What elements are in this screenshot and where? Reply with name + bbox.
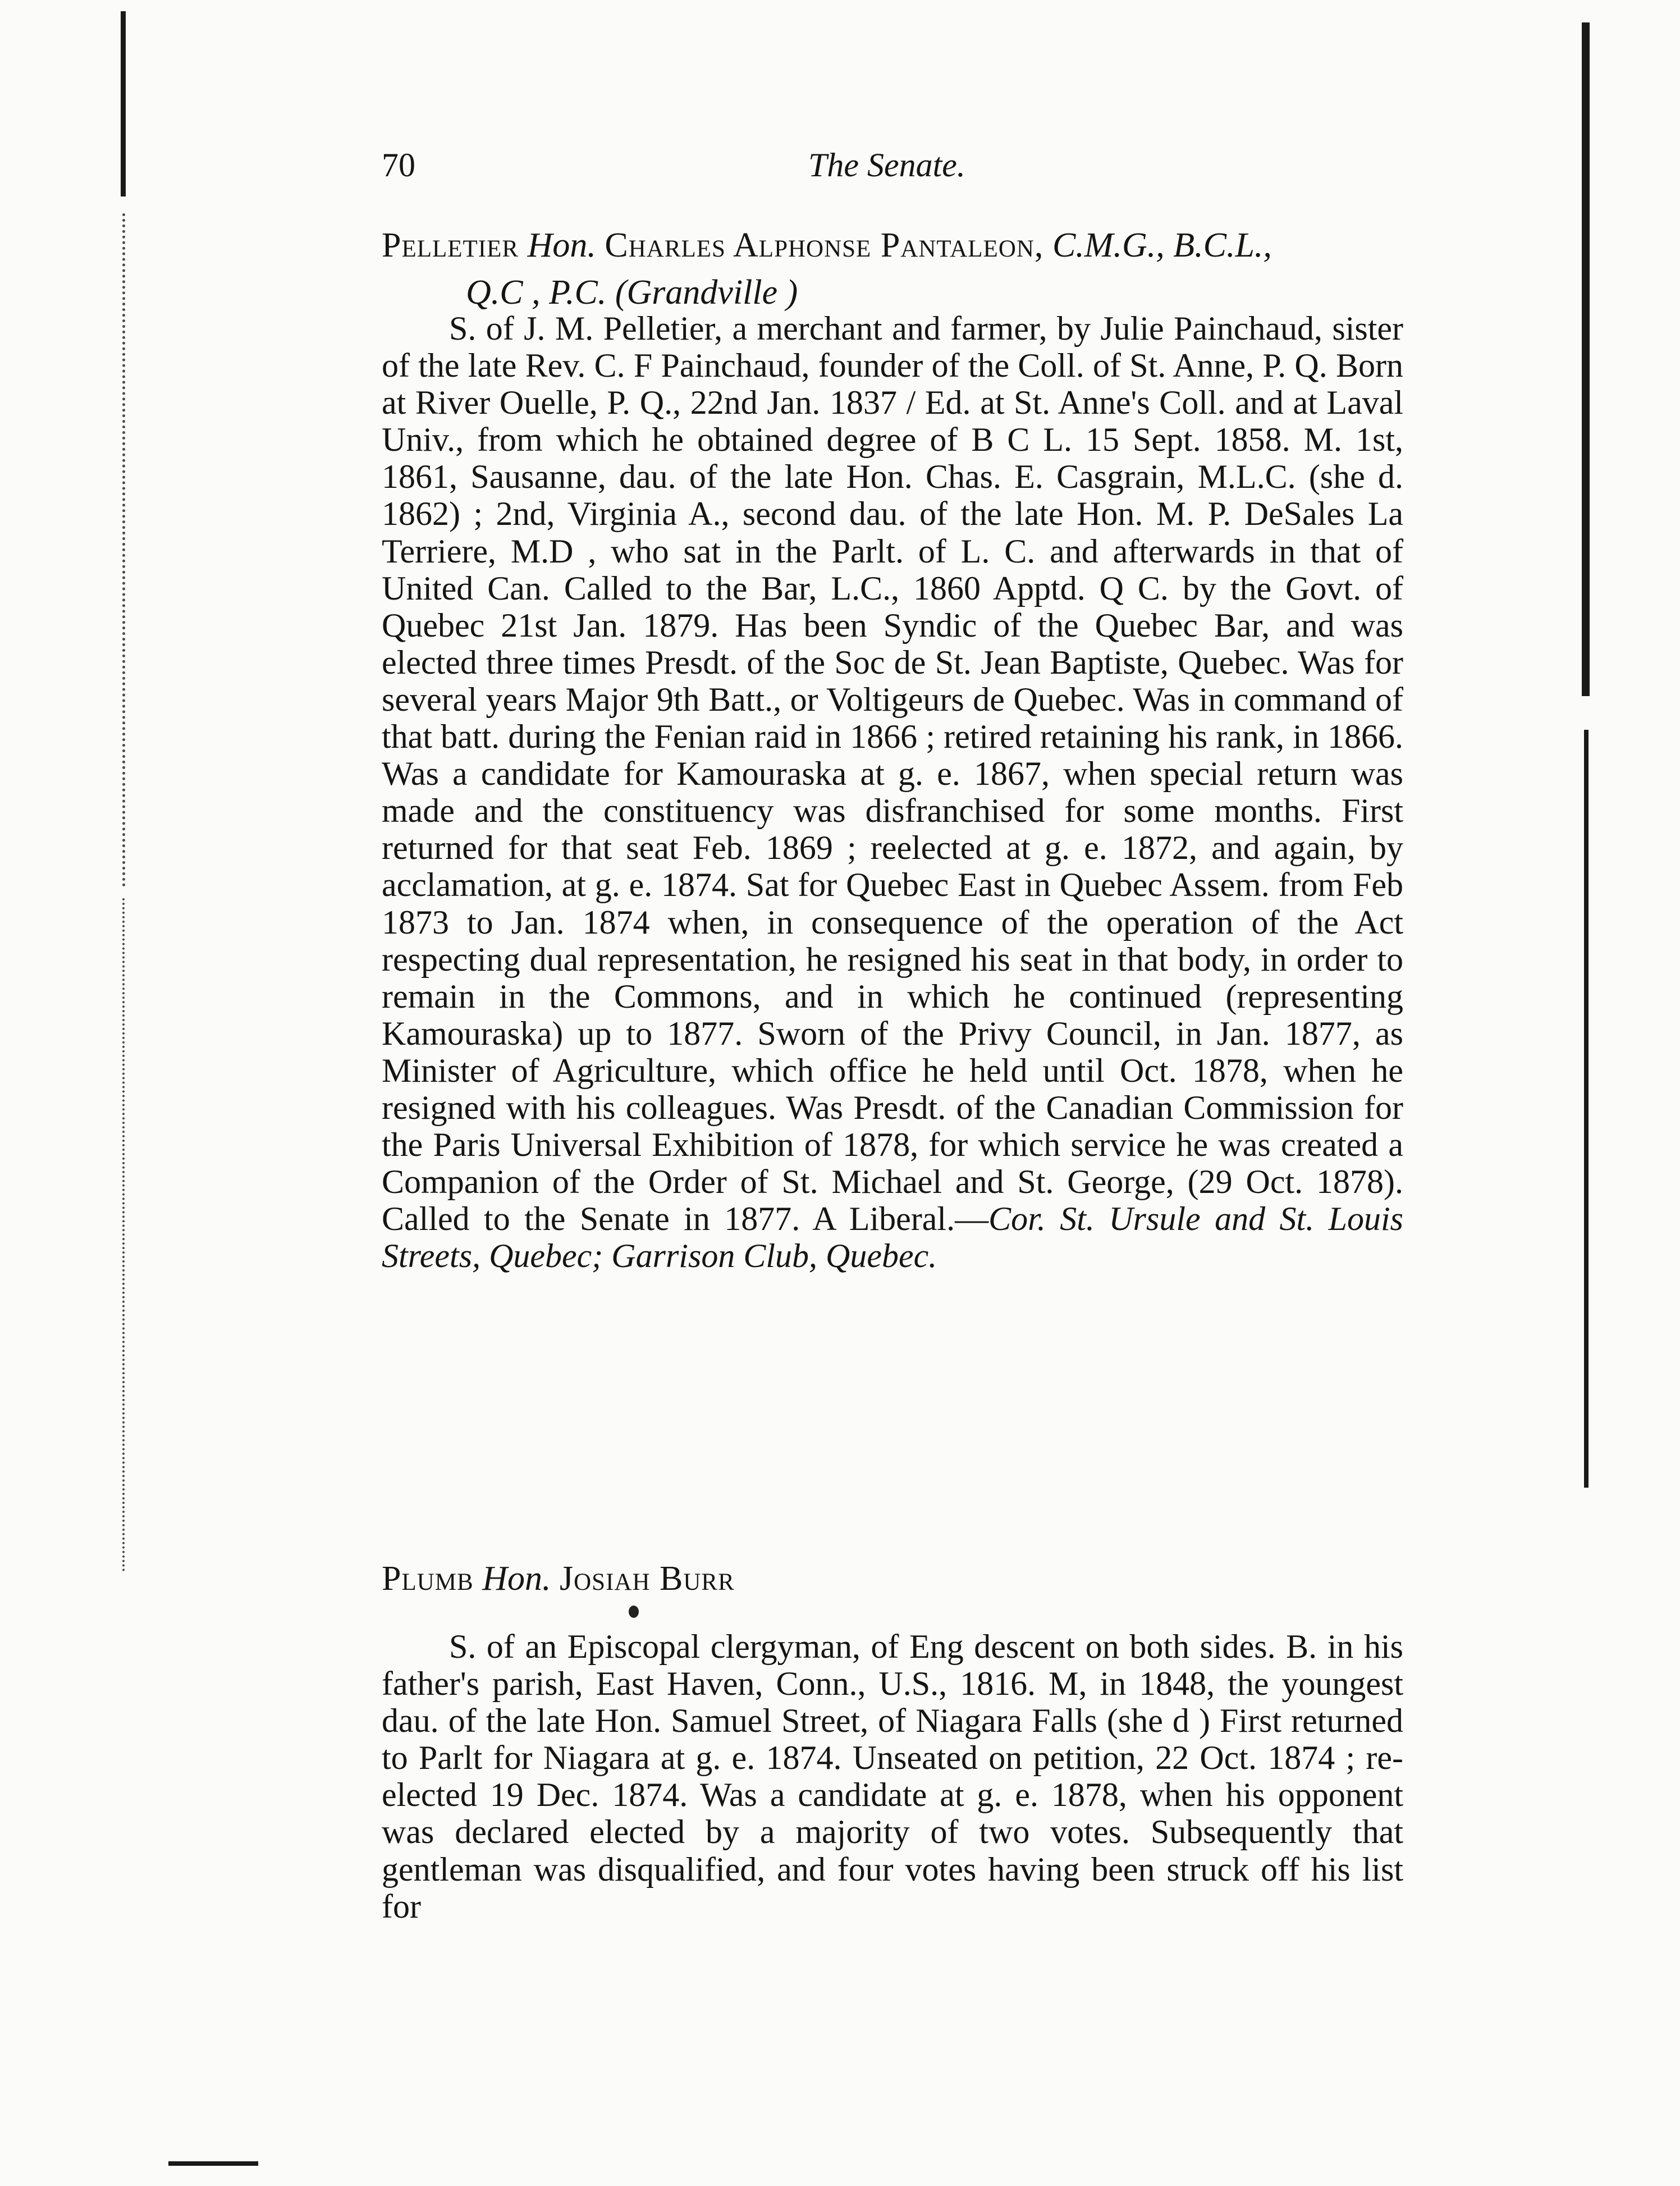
entry-division: (Grandville )	[615, 273, 798, 312]
entry-title: Hon.	[527, 226, 596, 264]
page-number: 70	[382, 147, 415, 184]
entry-body-text: S. of an Episcopal clergyman, of Eng descent on both sides. B. in his father's parish, East Haven, Conn., U.S., 1816. M, in 1848, the youngest dau. of the late Hon. Samuel Street, of Niagara Falls (she d ) First returned to Parlt for Niagara at g. e. 1874. Unseated on petition, 22 Oct. 1874 ; re-elected 19 Dec. 1874. Was a candidate at g. e. 1878, when his opponent was declared elected by a majority of two votes. Subsequently that gentleman was disqualified, and four votes having been struck off his list for	[382, 1628, 1403, 1925]
entry-heading-plumb	[382, 1555, 1403, 1602]
entry-body-text: S. of J. M. Pelletier, a merchant and farmer, by Julie Painchaud, sister of the late Rev. C. F Painchaud, founder of the Coll. of St. Anne, P. Q. Born at River Ouelle, P. Q., 22nd Jan. 1837 / Ed. at St. Anne's Coll. and at Laval Univ., from which he obtained degree of B C L. 15 Sept. 1858. M. 1st, 1861, Sausanne, dau. of the late Hon. Chas. E. Casgrain, M.L.C. (she d. 1862) ; 2nd, Virginia A., second dau. of the late Hon. M. P. DeSales La Terriere, M.D , who sat in the Parlt. of L. C. and afterwards in that of United Can. Called to the Bar, L.C., 1860 Apptd. Q C. by the Govt. of Quebec 21st Jan. 1879. Has been Syndic of the Quebec Bar, and was elected three times Presdt. of the Soc de St. Jean Baptiste, Quebec. Was for several years Major 9th Batt., or Voltigeurs de Quebec. Was in command of that batt. during the Fenian raid in 1866 ; retired retaining his rank, in 1866. Was a candidate for Kamouraska at g. e. 1867, when special return was made and the constituency was disfranchised for some months. First returned for that seat Feb. 1869 ; reelected at g. e. 1872, and again, by acclamation, at g. e. 1874. Sat for Quebec East in Quebec Assem. from Feb 1873 to Jan. 1874 when, in consequence of the operation of the Act respecting dual representation, he resigned his seat in that body, in order to remain in the Commons, and in which he continued (representing Kamouraska) up to 1877. Sworn of the Privy Council, in Jan. 1877, as Minister of Agriculture, which office he held until Oct. 1878, when he resigned with his colleagues. Was Presdt. of the Canadian Commission for the Paris Universal Exhibition of 1878, for which service he was created a Companion of the Order of St. Michael and St. George, (29 Oct. 1878). Called to the Senate in 1877. A Liberal.—	[382, 310, 1403, 1238]
entry-title: Hon.	[482, 1560, 551, 1598]
entry-honours-continued: Q.C , P.C.	[466, 273, 607, 312]
entry-surname: Plumb	[382, 1560, 474, 1598]
entry-address: Cor. St. Ursule and St. Louis Streets, Quebec; Garrison Club, Quebec.	[382, 1200, 1404, 1275]
entry-body-plumb	[382, 1628, 1403, 1925]
running-head	[382, 146, 1392, 196]
ink-dot	[629, 1606, 639, 1618]
entry-honours: C.M.G., B.C.L.,	[1052, 226, 1272, 264]
entry-given-names: Charles Alphonse Pantaleon,	[605, 226, 1044, 264]
entry-body-pelletier	[382, 310, 1403, 1274]
entry-heading-pelletier	[382, 222, 1403, 316]
running-title: The Senate.	[808, 147, 965, 184]
entry-surname: Pelletier	[382, 226, 519, 264]
entry-given-names: Josiah Burr	[560, 1560, 735, 1598]
